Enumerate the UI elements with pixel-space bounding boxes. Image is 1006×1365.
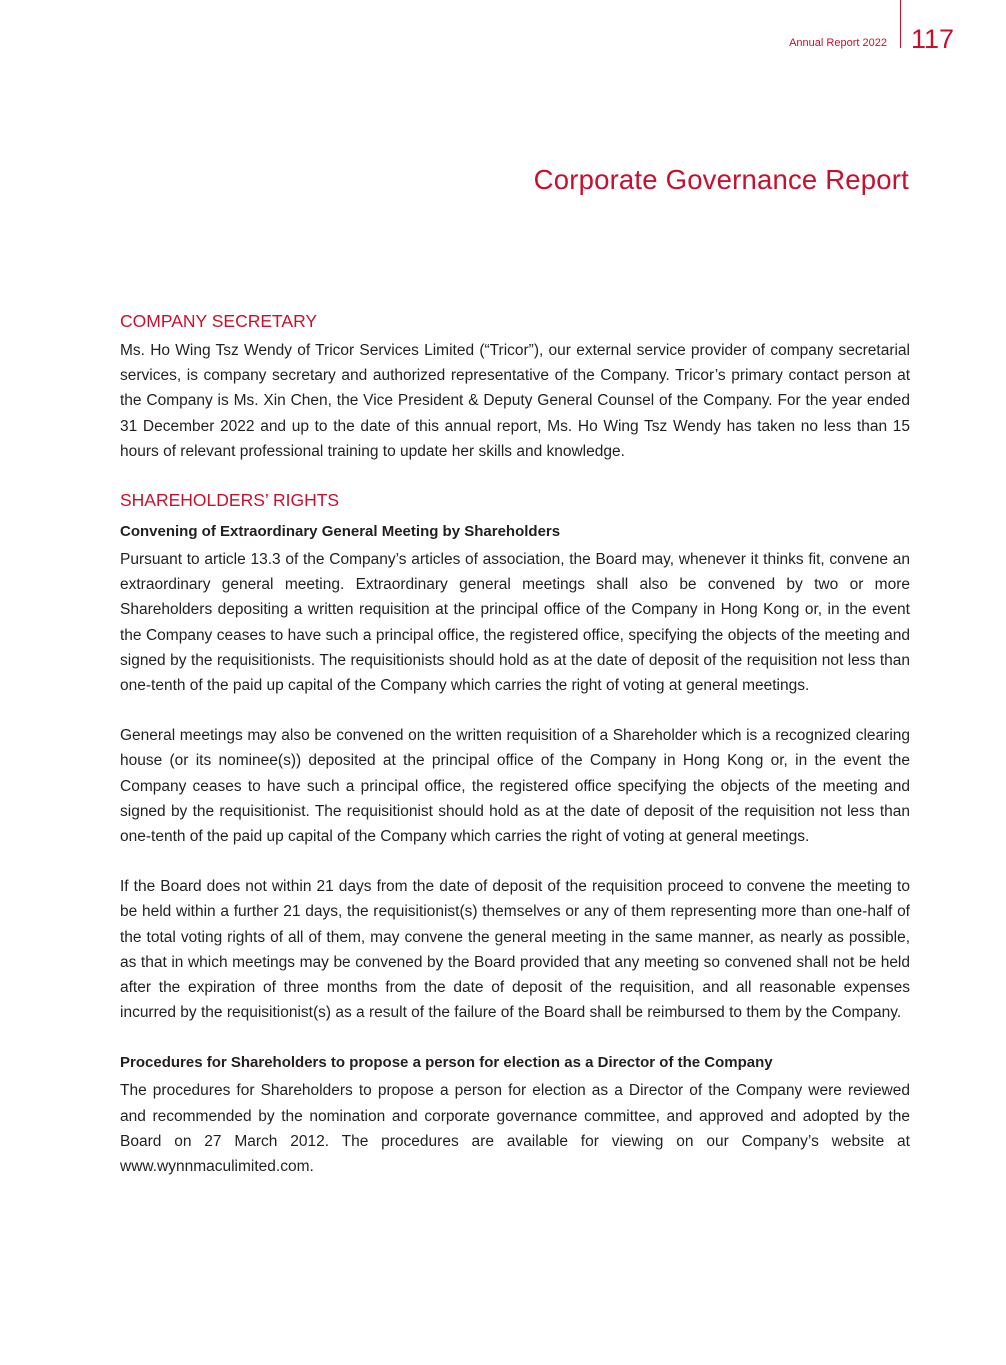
company-secretary-paragraph: Ms. Ho Wing Tsz Wendy of Tricor Services Limited (“Tricor”), our external service provider of company secretarial services, is company secretary and authorized representative of the Company. Tricor’s primary contact person at the Company is Ms. Xin Chen, the Vice President & Deputy General Counsel of the Company. For the year ended 31 December 2022 and up to the date of this annual report, Ms. Ho Wing Tsz Wendy has taken no less than 15 hours of relevant professional training to update her skills and knowledge. — [120, 342, 910, 460]
header-divider — [900, 0, 901, 48]
page-number: 117 — [910, 24, 954, 54]
subheading-director-election-procedures: Procedures for Shareholders to propose a person for election as a Director of the Company — [120, 1054, 773, 1072]
convening-paragraph-1: Pursuant to article 13.3 of the Company’s articles of association, the Board may, whenever it thinks fit, convene an extraordinary general meeting. Extraordinary general meetings shall also be convened by two or more Shareholders depositing a written requisition at the principal office of the Company in Hong Kong or, in the event the Company ceases to have such a principal office, the registered office, specifying the objects of the meeting and signed by the requisitionists. The requisitionists should hold as at the date of deposit of the requisition not less than one-tenth of the paid up capital of the Company which carries the right of voting at general meetings. — [120, 551, 910, 695]
report-name: Annual Report 2022 — [789, 37, 887, 49]
convening-paragraph-2: General meetings may also be convened on the written requisition of a Shareholder which is a recognized clearing house (or its nominee(s)) deposited at the principal office of the Company in Hong Kong or, in the event the Company ceases to have such a principal office, the registered office specifying the objects of the meeting and signed by the requisitionist. The requisitionist should hold as at the date of deposit of the requisition not less than one-tenth of the paid up capital of the Company which carries the right of voting at general meetings. — [120, 727, 910, 846]
director-election-paragraph: The procedures for Shareholders to propose a person for election as a Director of the Company were reviewed and recommended by the nomination and corporate governance committee, and approved and adopted by the Board on 27 March 2012. The procedures are available for viewing on our Company’s website at www.wynnmaculimited.com. — [120, 1082, 910, 1176]
section-heading-shareholders-rights: SHAREHOLDERS’ RIGHTS — [120, 490, 340, 511]
convening-paragraph-3: If the Board does not within 21 days from the date of deposit of the requisition proceed to convene the meeting to be held within a further 21 days, the requisitionist(s) themselves or any of them representing more than one-half of the total voting rights of all of them, may convene the general meeting in the same manner, as nearly as possible, as that in which meetings may be convened by the Board provided that any meeting so convened shall not be held after the expiration of three months from the date of deposit of the requisition, and all reasonable expenses incurred by the requisitionist(s) as a result of the failure of the Board shall be reimbursed to them by the Company. — [120, 878, 910, 1022]
page-content — [120, 308, 910, 1179]
section-heading-company-secretary: COMPANY SECRETARY — [120, 311, 318, 331]
subheading-convening-egm: Convening of Extraordinary General Meeting by Shareholders — [120, 523, 561, 541]
page-title: Corporate Governance Report — [533, 164, 909, 195]
running-header — [789, 26, 954, 52]
